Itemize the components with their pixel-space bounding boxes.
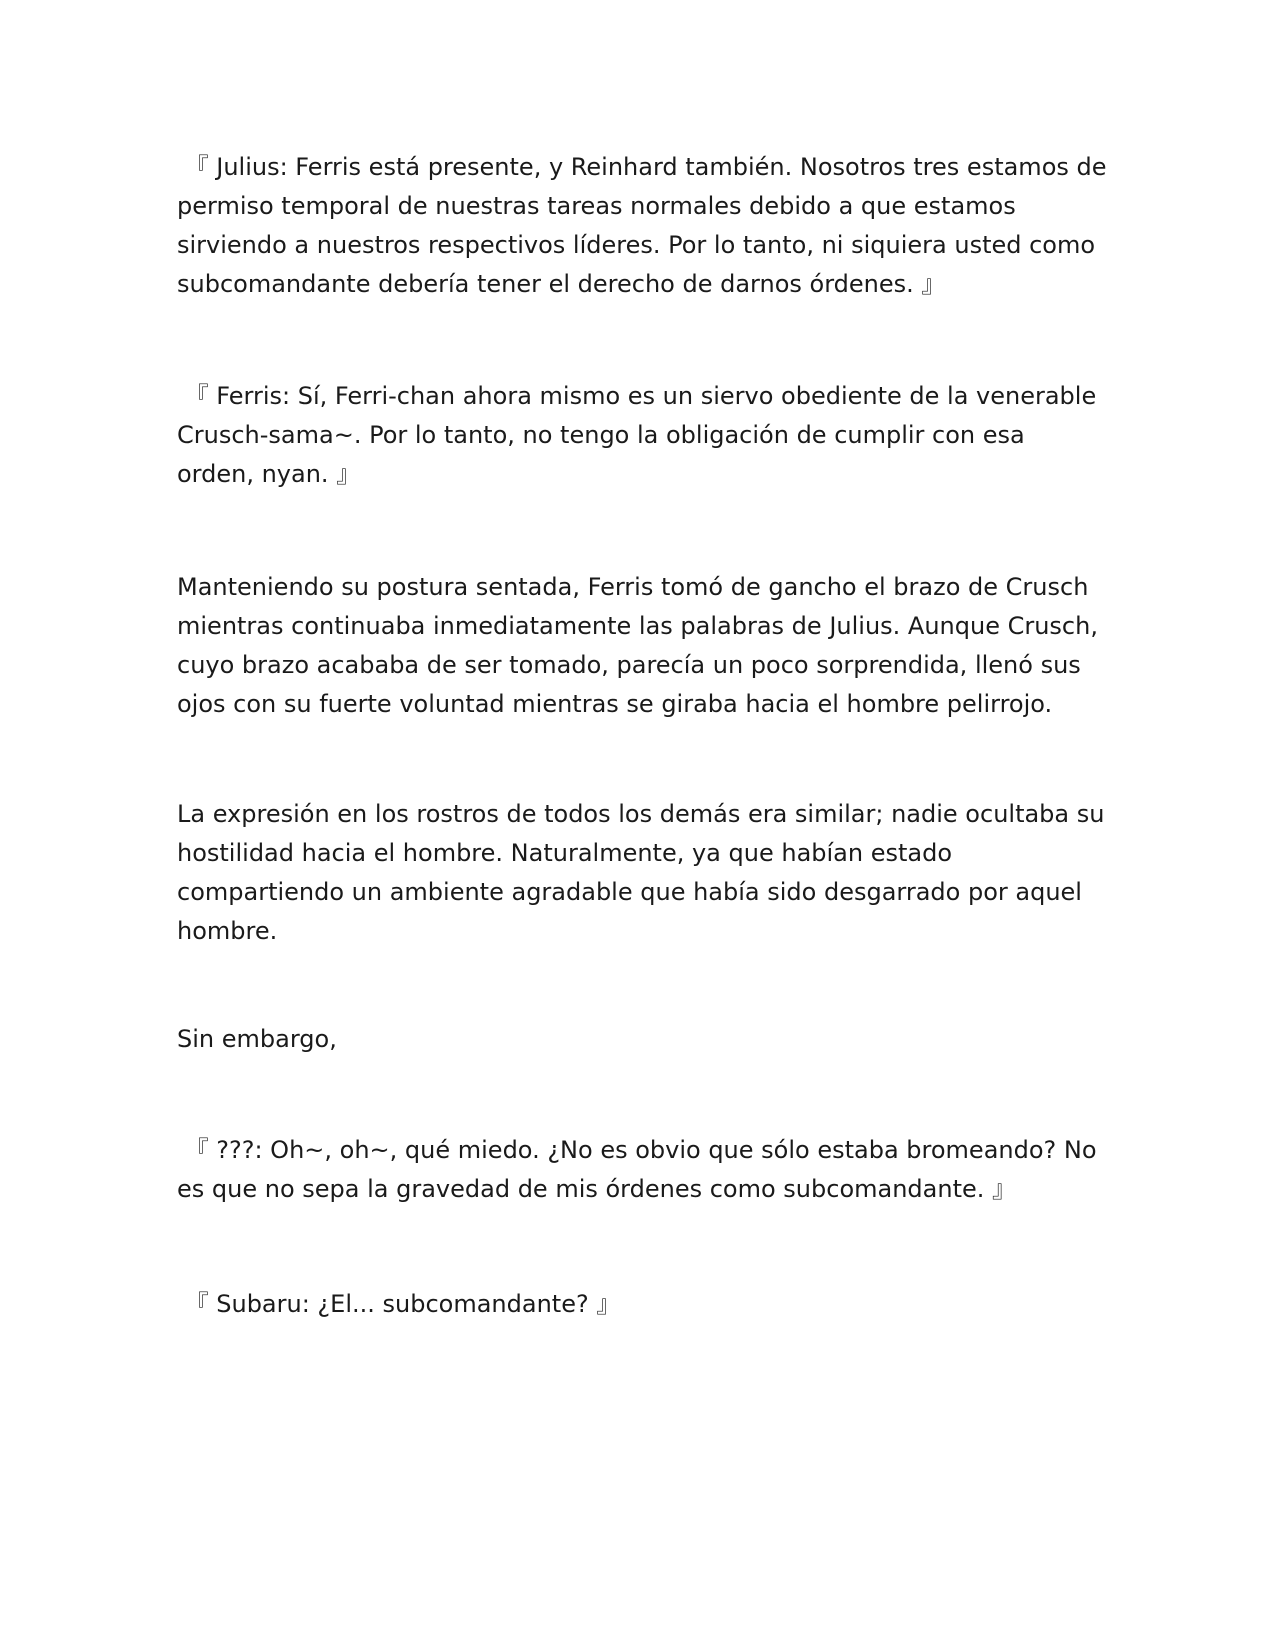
paragraph-julius-dialogue: 『 Julius: Ferris está presente, y Reinhard también. Nosotros tres estamos de permiso temporal de nuestras tareas normales debido a que estamos sirviendo a nuestros respectivos líderes. Por lo tanto, ni siquiera usted como subcomandante debería tener el derecho de darnos órdenes. 』: [177, 153, 1107, 298]
paragraph-sin-embargo: Sin embargo,: [177, 1025, 337, 1053]
paragraph-subaru-dialogue: 『 Subaru: ¿El... subcomandante? 』: [177, 1290, 621, 1318]
paragraph-narration-ferris-crusch: Manteniendo su postura sentada, Ferris tomó de gancho el brazo de Crusch mientras continuaba inmediatamente las palabras de Julius. Aunque Crusch, cuyo brazo acababa de ser tomado, parecía un poco sorprendida, llenó sus ojos con su fuerte voluntad mientras se giraba hacia el hombre pelirrojo.: [177, 573, 1098, 718]
paragraph-unknown-dialogue: 『 ???: Oh~, oh~, qué miedo. ¿No es obvio que sólo estaba bromeando? No es que no sepa la gravedad de mis órdenes como subcomandante. 』: [177, 1136, 1097, 1203]
paragraph-narration-hostility: La expresión en los rostros de todos los demás era similar; nadie ocultaba su hostilidad hacia el hombre. Naturalmente, ya que habían estado compartiendo un ambiente agradable que había sido desgarrado por aquel hombre.: [177, 800, 1105, 945]
paragraph-ferris-dialogue: 『 Ferris: Sí, Ferri-chan ahora mismo es un siervo obediente de la venerable Crusch-sama~. Por lo tanto, no tengo la obligación de cumplir con esa orden, nyan. 』: [177, 382, 1097, 488]
